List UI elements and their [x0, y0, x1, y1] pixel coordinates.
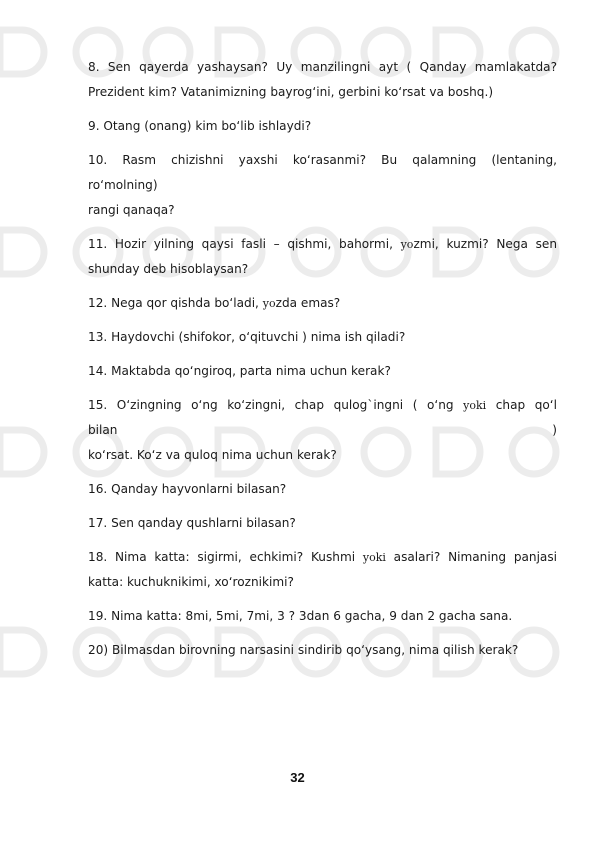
question-11-part-b: yo: [400, 238, 414, 251]
question-11: [88, 232, 557, 282]
question-18-part-a: 18. Nima katta: sigirmi, echkimi? Kushmi: [88, 550, 363, 564]
question-15-part-a: 15. Oʻzingning oʻng koʻzingni, chap qulog`ingni ( oʻng: [88, 398, 464, 412]
question-17: 17. Sen qanday qushlarni bilasan?: [88, 516, 296, 530]
question-15-line-1: [88, 393, 557, 418]
doc-logo-icon: [0, 430, 44, 474]
question-11-part-c: zmi, kuzmi? Nega sen shunday deb hisoblaysan?: [88, 237, 557, 276]
question-18-part-b: yoki: [362, 551, 386, 564]
question-14: 14. Maktabda qoʻngiroq, parta nima uchun kerak?: [88, 364, 391, 378]
question-8: 8. Sen qayerda yashaysan? Uy manzilingni ayt ( Qanday mamlakatda? Prezident kim? Vatanimizning bayrogʻini, gerbini koʻrsat va boshq.): [88, 60, 557, 99]
question-15-line-2-left: bilan: [88, 423, 118, 437]
question-12: [88, 291, 557, 316]
page-number: 32: [290, 770, 305, 785]
question-15-part-c: chap qoʻl: [486, 398, 558, 412]
question-9: 9. Otang (onang) kim boʻlib ishlaydi?: [88, 119, 312, 133]
question-18: [88, 545, 557, 595]
question-16: 16. Qanday hayvonlarni bilasan?: [88, 482, 287, 496]
question-19: 19. Nima katta: 8mi, 5mi, 7mi, 3 ? 3dan 6 gacha, 9 dan 2 gacha sana.: [88, 609, 513, 623]
question-10-line-1: 10. Rasm chizishni yaxshi koʻrasanmi? Bu qalamning (lentaning,: [88, 153, 557, 167]
question-10-line-3: rangi qanaqa?: [88, 203, 175, 217]
question-18-part-c: asalari? Nimaning panjasi katta: kuchuknikimi, xoʻroznikimi?: [88, 550, 557, 589]
question-list: [88, 55, 557, 672]
question-15-line-2-right: ): [552, 423, 557, 437]
question-20: 20) Bilmasdan birovning narsasini sindirib qoʻysang, nima qilish kerak?: [88, 643, 519, 657]
question-10-line-2: roʻmolning): [88, 178, 158, 192]
doc-logo-icon: [0, 230, 44, 274]
doc-logo-icon: [0, 30, 44, 74]
question-15-line-3: koʻrsat. Koʻz va quloq nima uchun kerak?: [88, 448, 337, 462]
question-15-line-2: [88, 418, 557, 443]
question-12-part-a: 12. Nega qor qishda boʻladi,: [88, 296, 263, 310]
question-15-part-b: yoki: [463, 399, 487, 412]
question-12-part-b: yo: [262, 297, 276, 310]
question-13: 13. Haydovchi (shifokor, oʻqituvchi ) nima ish qiladi?: [88, 330, 406, 344]
question-15: [88, 393, 557, 468]
doc-logo-icon: [0, 630, 44, 674]
question-11-part-a: 11. Hozir yilning qaysi fasli – qishmi, bahormi,: [88, 237, 401, 251]
question-10: [88, 148, 557, 223]
question-12-part-c: zda emas?: [275, 296, 341, 310]
